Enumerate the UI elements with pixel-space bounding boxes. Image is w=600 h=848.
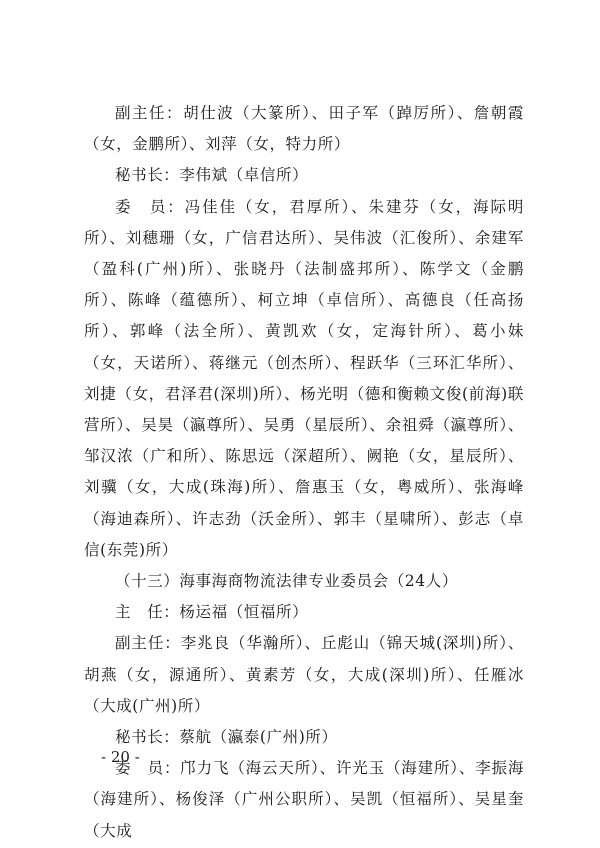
committee-heading: （十三）海事海商物流法律专业委员会（24人）	[115, 572, 458, 591]
vice-directors-paragraph-2: 副主任：李兆良（华瀚所）、丘彪山（锦天城(深圳)所）、胡燕（女，源通所）、黄素芳（女，大成(深圳)所）、任雁冰（大成(广州)所）	[84, 634, 524, 715]
members-paragraph-2: 委 员：邝力飞（海云天所）、许光玉（海建所）、李振海（海建所）、杨俊泽（广州公职所）、吴凯（恒福所）、吴星奎（大成	[84, 759, 524, 840]
secretary-general-paragraph-2: 秘书长：蔡航（瀛泰(广州)所）	[115, 728, 338, 747]
document-body	[84, 98, 524, 847]
secretary-general-paragraph: 秘书长：李伟斌（卓信所）	[115, 166, 309, 185]
members-paragraph: 委 员：冯佳佳（女，君厚所）、朱建芬（女，海际明所）、刘穗珊（女，广信君达所）、吴伟波（汇俊所）、余建军（盈科(广州)所）、张晓丹（法制盛邦所）、陈学文（金鹏所）、陈峰（蕴德所）、柯立坤（卓信所）、高德良（任高扬所）、郭峰（法全所）、黄凯欢（女，定海针所）、葛小妹（女，天诺所）、蒋继元（创杰所）、程跃华（三环汇华所）、刘捷（女，君泽君(深圳)所）、杨光明（德和衡赖文俊(前海)联营所）、吴昊（瀛尊所）、吴勇（星辰所）、余祖舜（瀛尊所）、邹汉浓（广和所）、陈思远（深超所）、阙艳（女，星辰所）、刘骥（女，大成(珠海)所）、詹惠玉（女，粤威所）、张海峰（海迪森所）、许志劲（沃金所）、郭丰（星啸所）、彭志（卓信(东莞)所）	[84, 197, 524, 559]
director-paragraph: 主 任：杨运福（恒福所）	[115, 603, 309, 622]
vice-directors-paragraph: 副主任：胡仕波（大篆所）、田子军（踔厉所）、詹朝霞（女，金鹏所）、刘萍（女，特力所）	[84, 104, 524, 154]
page-number: - 20 -	[101, 748, 140, 766]
